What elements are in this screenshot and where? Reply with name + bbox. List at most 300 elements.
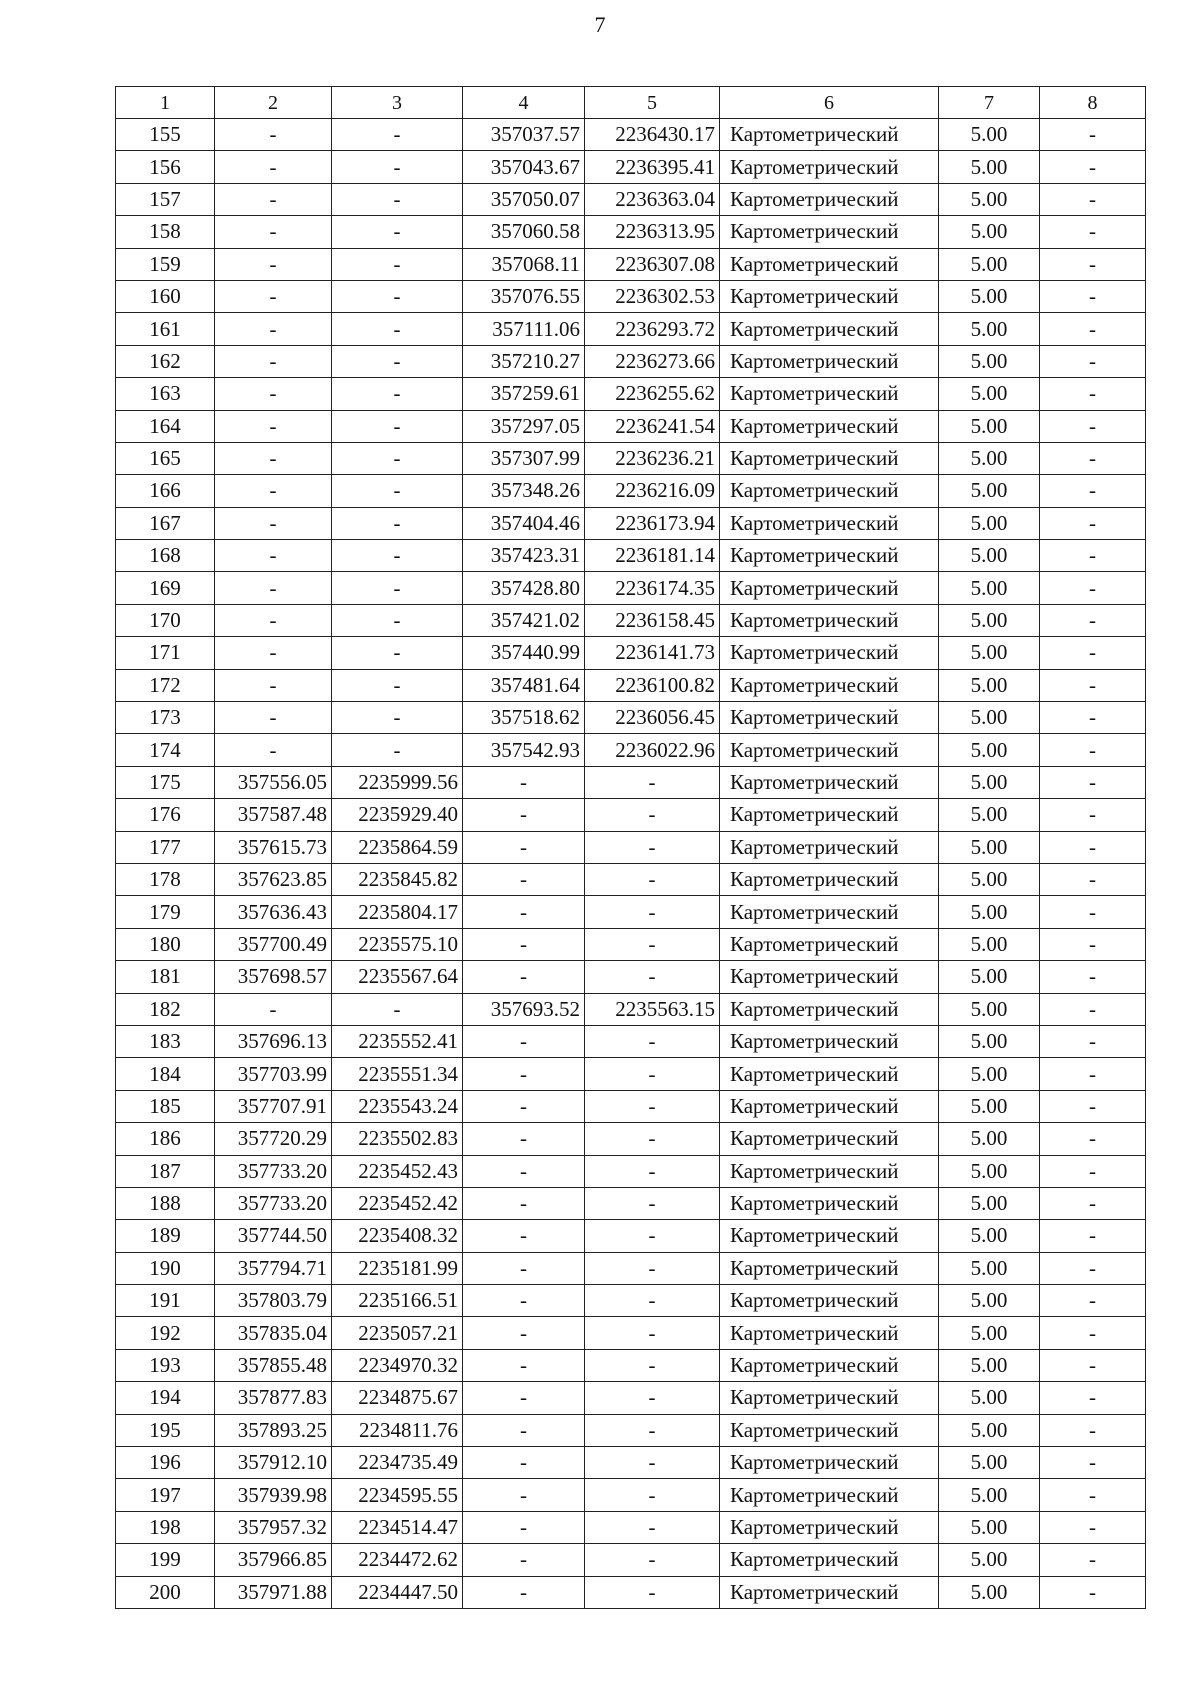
x-new-cell: -: [463, 1349, 585, 1381]
description-cell: -: [1040, 1058, 1146, 1090]
description-cell: -: [1040, 1123, 1146, 1155]
accuracy-cell: 5.00: [939, 1447, 1040, 1479]
method-cell: Картометрический: [720, 961, 939, 993]
y-existing-cell: -: [332, 507, 463, 539]
x-existing-cell: 357877.83: [215, 1382, 332, 1414]
table-row: [116, 572, 1146, 604]
description-cell: -: [1040, 378, 1146, 410]
column-header: 8: [1040, 87, 1146, 119]
method-cell: Картометрический: [720, 993, 939, 1025]
x-existing-cell: 357744.50: [215, 1220, 332, 1252]
x-new-cell: -: [463, 1544, 585, 1576]
point-number-cell: 158: [116, 216, 215, 248]
description-cell: -: [1040, 442, 1146, 474]
point-number-cell: 166: [116, 475, 215, 507]
method-cell: Картометрический: [720, 637, 939, 669]
x-existing-cell: -: [215, 410, 332, 442]
x-existing-cell: -: [215, 183, 332, 215]
y-existing-cell: 2235543.24: [332, 1090, 463, 1122]
y-new-cell: 2236100.82: [585, 669, 720, 701]
accuracy-cell: 5.00: [939, 507, 1040, 539]
point-number-cell: 180: [116, 928, 215, 960]
y-new-cell: -: [585, 1058, 720, 1090]
point-number-cell: 170: [116, 604, 215, 636]
method-cell: Картометрический: [720, 1220, 939, 1252]
point-number-cell: 178: [116, 863, 215, 895]
y-new-cell: 2236216.09: [585, 475, 720, 507]
description-cell: -: [1040, 1285, 1146, 1317]
x-new-cell: -: [463, 1252, 585, 1284]
description-cell: -: [1040, 248, 1146, 280]
y-new-cell: -: [585, 1317, 720, 1349]
x-existing-cell: -: [215, 604, 332, 636]
description-cell: -: [1040, 863, 1146, 895]
y-new-cell: -: [585, 1187, 720, 1219]
table-row: [116, 1414, 1146, 1446]
x-existing-cell: 357623.85: [215, 863, 332, 895]
description-cell: -: [1040, 1090, 1146, 1122]
y-existing-cell: -: [332, 378, 463, 410]
description-cell: -: [1040, 410, 1146, 442]
x-new-cell: 357076.55: [463, 280, 585, 312]
method-cell: Картометрический: [720, 313, 939, 345]
accuracy-cell: 5.00: [939, 1090, 1040, 1122]
x-existing-cell: -: [215, 540, 332, 572]
table-row: [116, 119, 1146, 151]
method-cell: Картометрический: [720, 442, 939, 474]
accuracy-cell: 5.00: [939, 1576, 1040, 1608]
x-existing-cell: 357556.05: [215, 766, 332, 798]
accuracy-cell: 5.00: [939, 1187, 1040, 1219]
x-new-cell: -: [463, 1187, 585, 1219]
y-existing-cell: 2235408.32: [332, 1220, 463, 1252]
x-existing-cell: -: [215, 734, 332, 766]
x-existing-cell: -: [215, 572, 332, 604]
accuracy-cell: 5.00: [939, 637, 1040, 669]
description-cell: -: [1040, 540, 1146, 572]
method-cell: Картометрический: [720, 1479, 939, 1511]
y-existing-cell: -: [332, 734, 463, 766]
x-new-cell: -: [463, 1479, 585, 1511]
x-new-cell: -: [463, 1090, 585, 1122]
y-new-cell: -: [585, 961, 720, 993]
accuracy-cell: 5.00: [939, 345, 1040, 377]
y-existing-cell: -: [332, 669, 463, 701]
x-existing-cell: -: [215, 345, 332, 377]
method-cell: Картометрический: [720, 896, 939, 928]
accuracy-cell: 5.00: [939, 280, 1040, 312]
method-cell: Картометрический: [720, 183, 939, 215]
point-number-cell: 196: [116, 1447, 215, 1479]
point-number-cell: 176: [116, 799, 215, 831]
accuracy-cell: 5.00: [939, 442, 1040, 474]
x-existing-cell: 357587.48: [215, 799, 332, 831]
accuracy-cell: 5.00: [939, 248, 1040, 280]
table-row: [116, 442, 1146, 474]
y-existing-cell: 2234447.50: [332, 1576, 463, 1608]
y-new-cell: 2235563.15: [585, 993, 720, 1025]
y-new-cell: 2236395.41: [585, 151, 720, 183]
y-new-cell: -: [585, 799, 720, 831]
x-existing-cell: -: [215, 702, 332, 734]
method-cell: Картометрический: [720, 1252, 939, 1284]
column-header: 6: [720, 87, 939, 119]
coordinates-table: [115, 86, 1146, 1609]
description-cell: -: [1040, 961, 1146, 993]
table-row: [116, 1382, 1146, 1414]
table-row: [116, 604, 1146, 636]
table-row: [116, 1479, 1146, 1511]
point-number-cell: 161: [116, 313, 215, 345]
y-new-cell: 2236302.53: [585, 280, 720, 312]
point-number-cell: 182: [116, 993, 215, 1025]
y-existing-cell: -: [332, 280, 463, 312]
method-cell: Картометрический: [720, 248, 939, 280]
point-number-cell: 157: [116, 183, 215, 215]
y-existing-cell: 2235929.40: [332, 799, 463, 831]
point-number-cell: 167: [116, 507, 215, 539]
description-cell: -: [1040, 637, 1146, 669]
method-cell: Картометрический: [720, 1058, 939, 1090]
point-number-cell: 181: [116, 961, 215, 993]
point-number-cell: 163: [116, 378, 215, 410]
table-row: [116, 831, 1146, 863]
description-cell: -: [1040, 280, 1146, 312]
y-new-cell: -: [585, 1447, 720, 1479]
method-cell: Картометрический: [720, 928, 939, 960]
y-new-cell: -: [585, 766, 720, 798]
x-new-cell: 357518.62: [463, 702, 585, 734]
x-new-cell: 357210.27: [463, 345, 585, 377]
description-cell: -: [1040, 151, 1146, 183]
table-row: [116, 896, 1146, 928]
x-existing-cell: -: [215, 151, 332, 183]
x-new-cell: -: [463, 1285, 585, 1317]
x-existing-cell: -: [215, 507, 332, 539]
accuracy-cell: 5.00: [939, 1382, 1040, 1414]
method-cell: Картометрический: [720, 1123, 939, 1155]
table-row: [116, 1511, 1146, 1543]
y-existing-cell: 2235502.83: [332, 1123, 463, 1155]
x-existing-cell: 357707.91: [215, 1090, 332, 1122]
accuracy-cell: 5.00: [939, 378, 1040, 410]
column-header: 3: [332, 87, 463, 119]
point-number-cell: 162: [116, 345, 215, 377]
x-new-cell: 357404.46: [463, 507, 585, 539]
table-row: [116, 863, 1146, 895]
accuracy-cell: 5.00: [939, 1414, 1040, 1446]
description-cell: -: [1040, 1544, 1146, 1576]
accuracy-cell: 5.00: [939, 928, 1040, 960]
table-row: [116, 1220, 1146, 1252]
x-existing-cell: 357615.73: [215, 831, 332, 863]
method-cell: Картометрический: [720, 1025, 939, 1057]
method-cell: Картометрический: [720, 1317, 939, 1349]
description-cell: -: [1040, 1414, 1146, 1446]
accuracy-cell: 5.00: [939, 1511, 1040, 1543]
point-number-cell: 172: [116, 669, 215, 701]
description-cell: -: [1040, 702, 1146, 734]
accuracy-cell: 5.00: [939, 1544, 1040, 1576]
x-new-cell: -: [463, 1058, 585, 1090]
table-row: [116, 669, 1146, 701]
method-cell: Картометрический: [720, 1382, 939, 1414]
table-header-row: [116, 87, 1146, 119]
table-row: [116, 1317, 1146, 1349]
y-existing-cell: 2235166.51: [332, 1285, 463, 1317]
x-existing-cell: 357957.32: [215, 1511, 332, 1543]
y-existing-cell: 2234514.47: [332, 1511, 463, 1543]
y-existing-cell: 2235551.34: [332, 1058, 463, 1090]
table-row: [116, 1576, 1146, 1608]
point-number-cell: 165: [116, 442, 215, 474]
x-new-cell: -: [463, 928, 585, 960]
point-number-cell: 159: [116, 248, 215, 280]
table-row: [116, 1349, 1146, 1381]
table-row: [116, 313, 1146, 345]
description-cell: -: [1040, 313, 1146, 345]
accuracy-cell: 5.00: [939, 1025, 1040, 1057]
y-new-cell: 2236255.62: [585, 378, 720, 410]
x-existing-cell: -: [215, 313, 332, 345]
y-existing-cell: -: [332, 183, 463, 215]
y-existing-cell: -: [332, 702, 463, 734]
method-cell: Картометрический: [720, 1155, 939, 1187]
method-cell: Картометрический: [720, 1187, 939, 1219]
table-row: [116, 1252, 1146, 1284]
y-existing-cell: -: [332, 637, 463, 669]
accuracy-cell: 5.00: [939, 896, 1040, 928]
table-row: [116, 766, 1146, 798]
table-row: [116, 961, 1146, 993]
y-new-cell: 2236141.73: [585, 637, 720, 669]
x-new-cell: 357421.02: [463, 604, 585, 636]
x-existing-cell: -: [215, 993, 332, 1025]
point-number-cell: 189: [116, 1220, 215, 1252]
method-cell: Картометрический: [720, 1090, 939, 1122]
column-header: 1: [116, 87, 215, 119]
y-new-cell: 2236022.96: [585, 734, 720, 766]
y-new-cell: 2236158.45: [585, 604, 720, 636]
x-new-cell: -: [463, 863, 585, 895]
y-new-cell: 2236363.04: [585, 183, 720, 215]
method-cell: Картометрический: [720, 766, 939, 798]
y-existing-cell: -: [332, 216, 463, 248]
y-existing-cell: 2235452.42: [332, 1187, 463, 1219]
description-cell: -: [1040, 1349, 1146, 1381]
point-number-cell: 169: [116, 572, 215, 604]
accuracy-cell: 5.00: [939, 863, 1040, 895]
point-number-cell: 198: [116, 1511, 215, 1543]
point-number-cell: 197: [116, 1479, 215, 1511]
x-new-cell: -: [463, 799, 585, 831]
y-existing-cell: 2234595.55: [332, 1479, 463, 1511]
x-existing-cell: 357698.57: [215, 961, 332, 993]
table-row: [116, 1285, 1146, 1317]
method-cell: Картометрический: [720, 1447, 939, 1479]
y-existing-cell: 2235181.99: [332, 1252, 463, 1284]
x-existing-cell: -: [215, 280, 332, 312]
point-number-cell: 193: [116, 1349, 215, 1381]
column-header: 4: [463, 87, 585, 119]
y-existing-cell: -: [332, 410, 463, 442]
accuracy-cell: 5.00: [939, 1252, 1040, 1284]
y-new-cell: -: [585, 1123, 720, 1155]
x-existing-cell: -: [215, 378, 332, 410]
y-existing-cell: 2234811.76: [332, 1414, 463, 1446]
point-number-cell: 156: [116, 151, 215, 183]
table-row: [116, 216, 1146, 248]
y-existing-cell: -: [332, 119, 463, 151]
description-cell: -: [1040, 1155, 1146, 1187]
accuracy-cell: 5.00: [939, 475, 1040, 507]
x-existing-cell: 357636.43: [215, 896, 332, 928]
description-cell: -: [1040, 831, 1146, 863]
description-cell: -: [1040, 1447, 1146, 1479]
x-new-cell: -: [463, 961, 585, 993]
y-existing-cell: 2235864.59: [332, 831, 463, 863]
y-existing-cell: -: [332, 540, 463, 572]
x-existing-cell: 357835.04: [215, 1317, 332, 1349]
description-cell: -: [1040, 604, 1146, 636]
x-new-cell: -: [463, 1155, 585, 1187]
point-number-cell: 174: [116, 734, 215, 766]
accuracy-cell: 5.00: [939, 1220, 1040, 1252]
x-new-cell: -: [463, 1447, 585, 1479]
y-new-cell: -: [585, 1025, 720, 1057]
y-new-cell: 2236241.54: [585, 410, 720, 442]
y-new-cell: -: [585, 1544, 720, 1576]
x-new-cell: 357693.52: [463, 993, 585, 1025]
x-existing-cell: -: [215, 637, 332, 669]
table-row: [116, 1090, 1146, 1122]
column-header: 5: [585, 87, 720, 119]
x-existing-cell: 357939.98: [215, 1479, 332, 1511]
x-existing-cell: 357700.49: [215, 928, 332, 960]
y-new-cell: -: [585, 1285, 720, 1317]
x-new-cell: 357542.93: [463, 734, 585, 766]
table-row: [116, 1123, 1146, 1155]
x-new-cell: -: [463, 1317, 585, 1349]
y-existing-cell: -: [332, 475, 463, 507]
x-new-cell: 357111.06: [463, 313, 585, 345]
method-cell: Картометрический: [720, 475, 939, 507]
accuracy-cell: 5.00: [939, 183, 1040, 215]
description-cell: -: [1040, 734, 1146, 766]
y-existing-cell: 2235575.10: [332, 928, 463, 960]
x-new-cell: -: [463, 1414, 585, 1446]
method-cell: Картометрический: [720, 831, 939, 863]
y-existing-cell: 2235845.82: [332, 863, 463, 895]
table-row: [116, 378, 1146, 410]
x-new-cell: 357348.26: [463, 475, 585, 507]
column-header: 7: [939, 87, 1040, 119]
accuracy-cell: 5.00: [939, 119, 1040, 151]
description-cell: -: [1040, 1317, 1146, 1349]
accuracy-cell: 5.00: [939, 540, 1040, 572]
method-cell: Картометрический: [720, 572, 939, 604]
table-row: [116, 1447, 1146, 1479]
x-existing-cell: 357971.88: [215, 1576, 332, 1608]
description-cell: -: [1040, 1511, 1146, 1543]
y-new-cell: -: [585, 1349, 720, 1381]
y-existing-cell: 2234970.32: [332, 1349, 463, 1381]
point-number-cell: 185: [116, 1090, 215, 1122]
y-existing-cell: 2234875.67: [332, 1382, 463, 1414]
point-number-cell: 188: [116, 1187, 215, 1219]
description-cell: -: [1040, 216, 1146, 248]
accuracy-cell: 5.00: [939, 1155, 1040, 1187]
method-cell: Картометрический: [720, 734, 939, 766]
description-cell: -: [1040, 896, 1146, 928]
y-new-cell: -: [585, 1220, 720, 1252]
description-cell: -: [1040, 1187, 1146, 1219]
table-row: [116, 1544, 1146, 1576]
y-new-cell: -: [585, 1414, 720, 1446]
x-existing-cell: 357733.20: [215, 1187, 332, 1219]
point-number-cell: 191: [116, 1285, 215, 1317]
method-cell: Картометрический: [720, 1511, 939, 1543]
method-cell: Картометрический: [720, 1349, 939, 1381]
y-new-cell: 2236173.94: [585, 507, 720, 539]
description-cell: -: [1040, 993, 1146, 1025]
table-row: [116, 1187, 1146, 1219]
accuracy-cell: 5.00: [939, 766, 1040, 798]
y-new-cell: 2236181.14: [585, 540, 720, 572]
method-cell: Картометрический: [720, 702, 939, 734]
point-number-cell: 199: [116, 1544, 215, 1576]
x-new-cell: 357423.31: [463, 540, 585, 572]
accuracy-cell: 5.00: [939, 961, 1040, 993]
accuracy-cell: 5.00: [939, 151, 1040, 183]
point-number-cell: 155: [116, 119, 215, 151]
x-new-cell: 357297.05: [463, 410, 585, 442]
x-existing-cell: 357912.10: [215, 1447, 332, 1479]
accuracy-cell: 5.00: [939, 313, 1040, 345]
accuracy-cell: 5.00: [939, 799, 1040, 831]
method-cell: Картометрический: [720, 378, 939, 410]
method-cell: Картометрический: [720, 216, 939, 248]
point-number-cell: 187: [116, 1155, 215, 1187]
y-new-cell: -: [585, 1479, 720, 1511]
accuracy-cell: 5.00: [939, 1123, 1040, 1155]
y-existing-cell: 2235452.43: [332, 1155, 463, 1187]
table-row: [116, 475, 1146, 507]
x-existing-cell: 357720.29: [215, 1123, 332, 1155]
x-new-cell: 357050.07: [463, 183, 585, 215]
x-existing-cell: 357855.48: [215, 1349, 332, 1381]
table-row: [116, 280, 1146, 312]
point-number-cell: 184: [116, 1058, 215, 1090]
table-row: [116, 248, 1146, 280]
y-new-cell: 2236174.35: [585, 572, 720, 604]
table-body: [116, 119, 1146, 1609]
y-new-cell: 2236313.95: [585, 216, 720, 248]
method-cell: Картометрический: [720, 507, 939, 539]
point-number-cell: 183: [116, 1025, 215, 1057]
method-cell: Картометрический: [720, 151, 939, 183]
description-cell: -: [1040, 669, 1146, 701]
accuracy-cell: 5.00: [939, 1285, 1040, 1317]
y-new-cell: -: [585, 863, 720, 895]
description-cell: -: [1040, 1576, 1146, 1608]
x-existing-cell: 357733.20: [215, 1155, 332, 1187]
y-existing-cell: -: [332, 604, 463, 636]
x-new-cell: 357259.61: [463, 378, 585, 410]
accuracy-cell: 5.00: [939, 702, 1040, 734]
table-row: [116, 410, 1146, 442]
accuracy-cell: 5.00: [939, 410, 1040, 442]
